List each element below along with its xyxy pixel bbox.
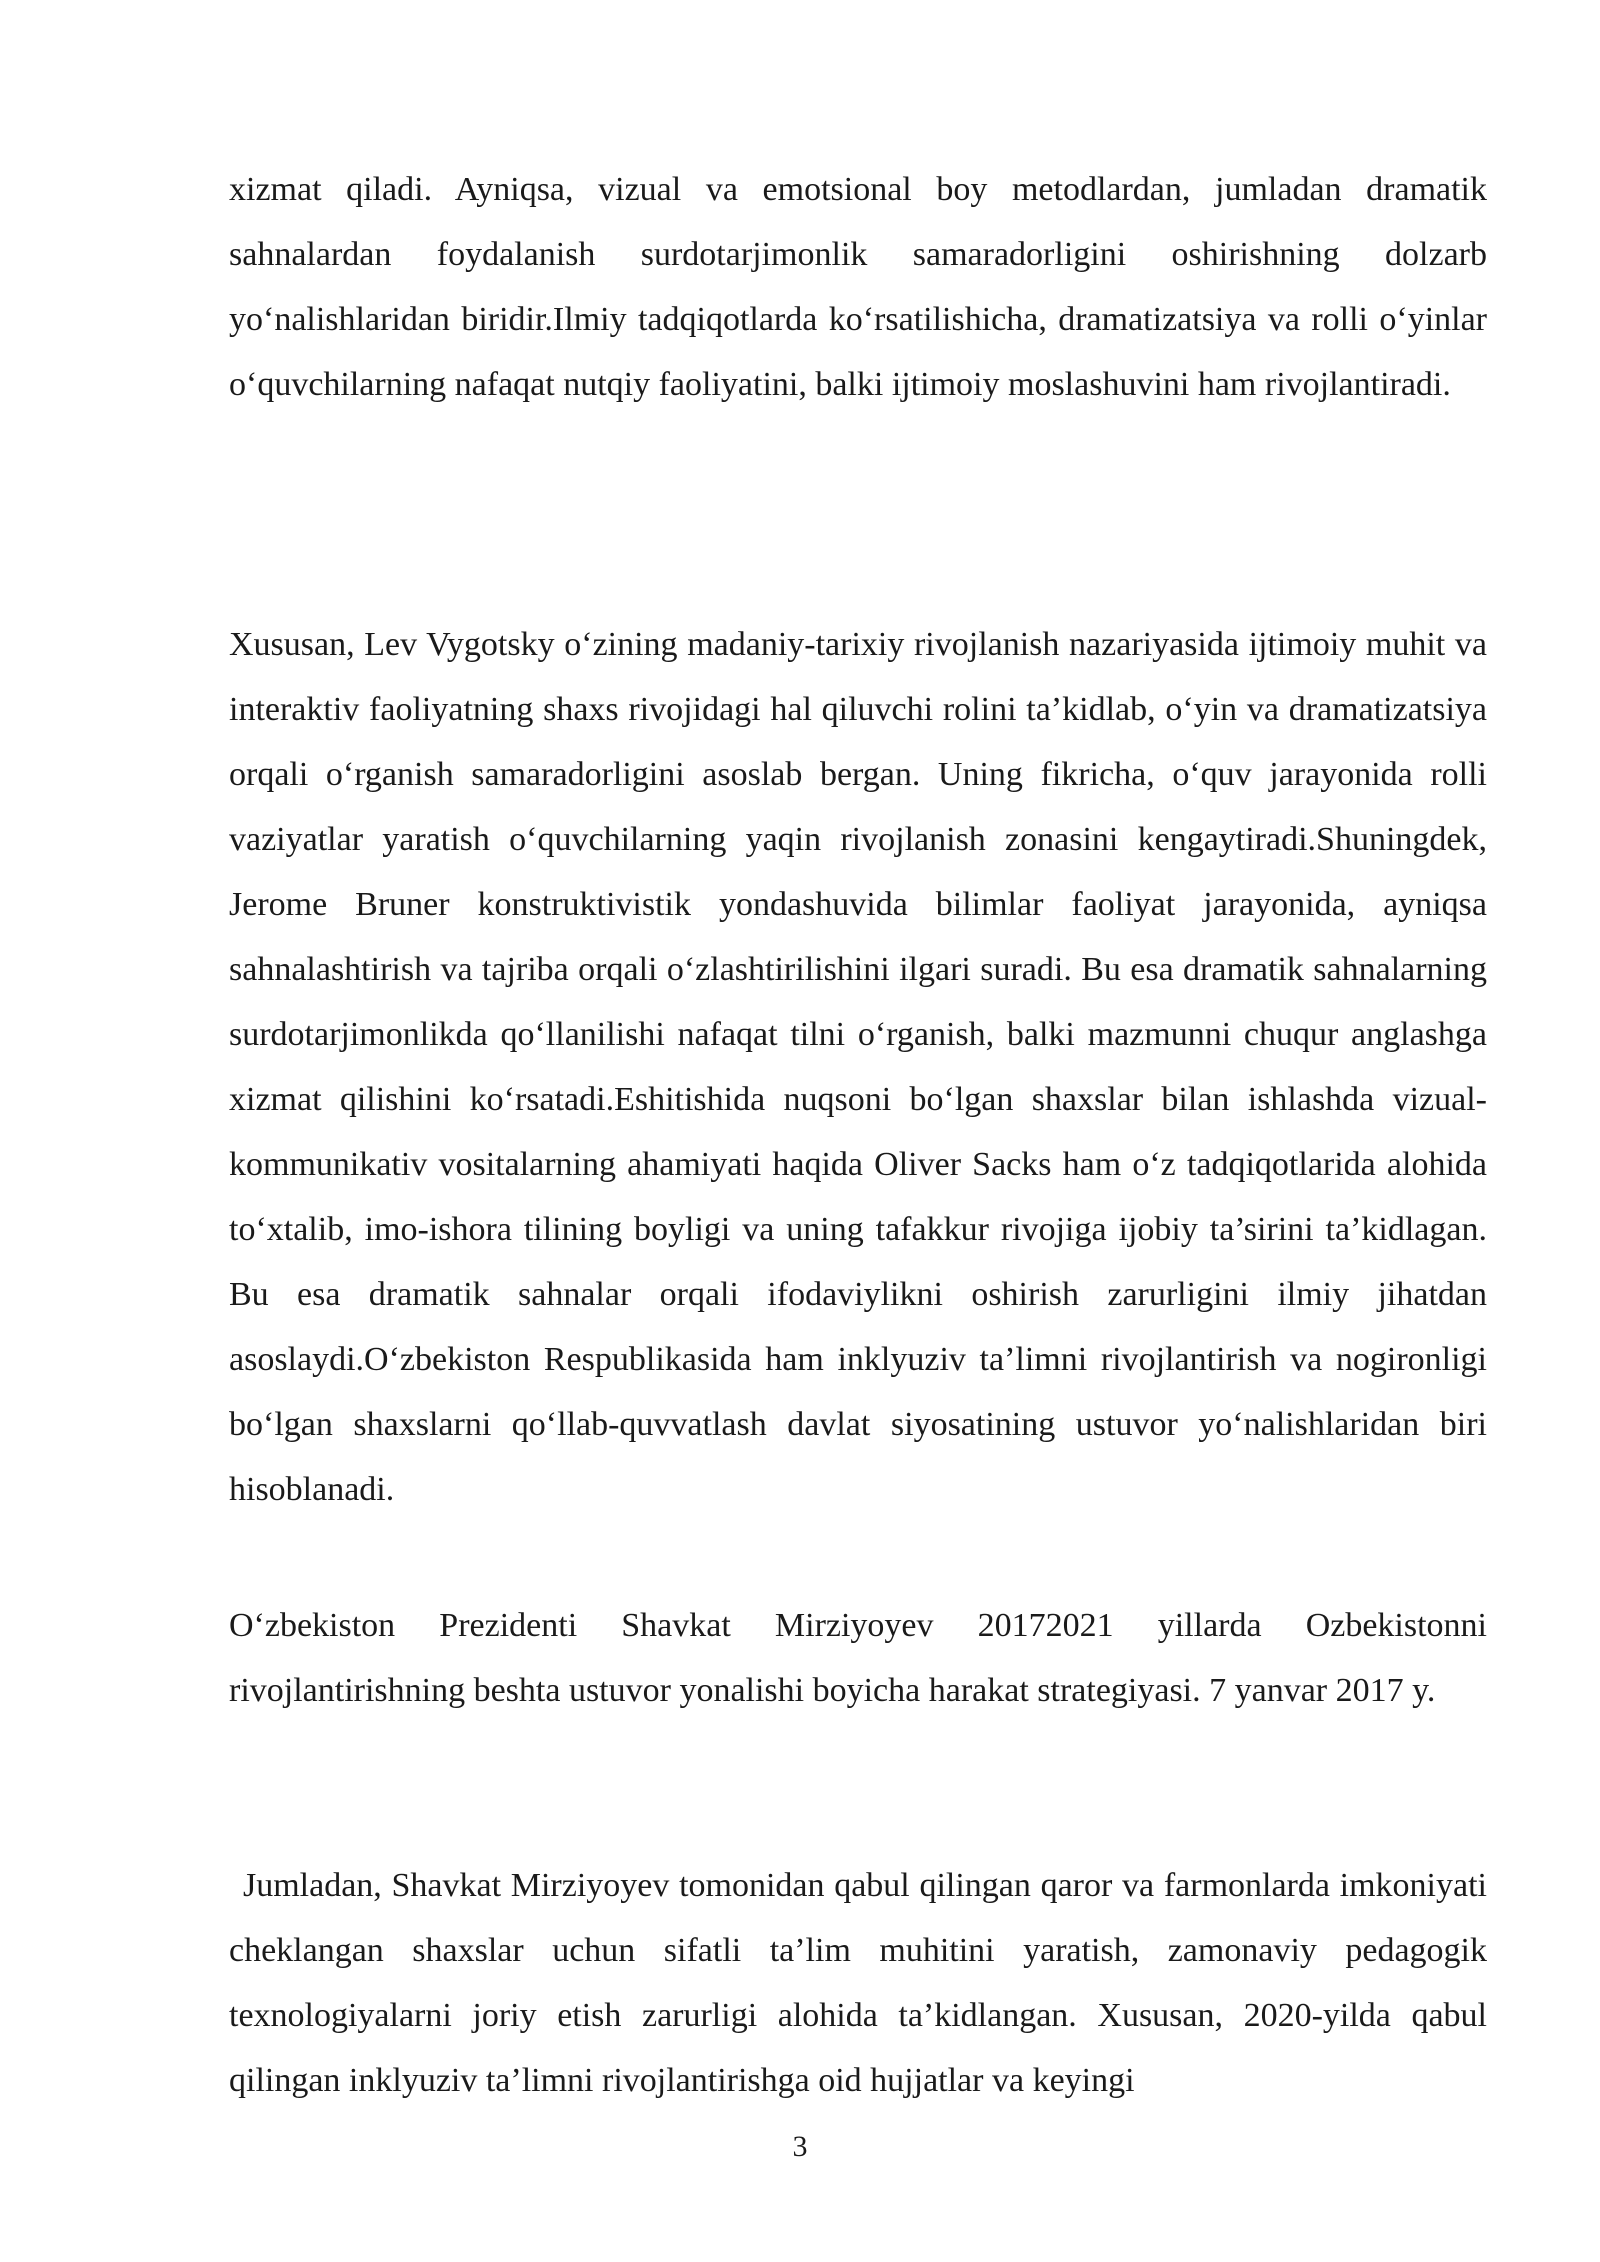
body-paragraph-3: O‘zbekiston Prezidenti Shavkat Mirziyoyev 20172021 yillarda Ozbekistonni rivojlantirishning beshta ustuvor yonalishi boyicha harakat strategiyasi. 7 yanvar 2017 y.	[229, 1607, 1487, 1709]
body-paragraph-4: Jumladan, Shavkat Mirziyoyev tomonidan qabul qilingan qaror va farmonlarda imkoniyati cheklangan shaxslar uchun sifatli ta’lim muhitini yaratish, zamonaviy pedagogik texnologiyalarni joriy etish zarurligi alohida ta’kidlangan. Xususan, 2020-yilda qabul qilingan inklyuziv ta’limni rivojlantirishga oid hujjatlar va keyingi	[229, 1867, 1487, 2099]
page-number: 3	[792, 2130, 808, 2163]
body-paragraph-2: Xususan, Lev Vygotsky o‘zining madaniy-tarixiy rivojlanish nazariyasida ijtimoiy muhit va interaktiv faoliyatning shaxs rivojidagi hal qiluvchi rolini ta’kidlab, o‘yin va dramatizatsiya orqali o‘rganish samaradorligini asoslab bergan. Uning fikricha, o‘quv jarayonida rolli vaziyatlar yaratish o‘quvchilarning yaqin rivojlanish zonasini kengaytiradi.Shuningdek, Jerome Bruner konstruktivistik yondashuvida bilimlar faoliyat jarayonida, ayniqsa sahnalashtirish va tajriba orqali o‘zlashtirilishini ilgari suradi. Bu esa dramatik sahnalarning surdotarjimonlikda qo‘llanilishi nafaqat tilni o‘rganish, balki mazmunni chuqur anglashga xizmat qilishini ko‘rsatadi.Eshitishida nuqsoni bo‘lgan shaxslar bilan ishlashda vizual-kommunikativ vositalarning ahamiyati haqida Oliver Sacks ham o‘z tadqiqotlarida alohida to‘xtalib, imo-ishora tilining boyligi va uning tafakkur rivojiga ijobiy ta’sirini ta’kidlagan. Bu esa dramatik sahnalar orqali ifodaviylikni oshirish zarurligini ilmiy jihatdan asoslaydi.O‘zbekiston Respublikasida ham inklyuziv ta’limni rivojlantirish va nogironligi bo‘lgan shaxslarni qo‘llab-quvvatlash davlat siyosatining ustuvor yo‘nalishlaridan biri hisoblanadi.	[229, 626, 1487, 1508]
body-paragraph-1: xizmat qiladi. Ayniqsa, vizual va emotsional boy metodlardan, jumladan dramatik sahnalardan foydalanish surdotarjimonlik samaradorligini oshirishning dolzarb yo‘nalishlaridan biridir.Ilmiy tadqiqotlarda ko‘rsatilishicha, dramatizatsiya va rolli o‘yinlar o‘quvchilarning nafaqat nutqiy faoliyatini, balki ijtimoiy moslashuvini ham rivojlantiradi.	[229, 171, 1487, 403]
